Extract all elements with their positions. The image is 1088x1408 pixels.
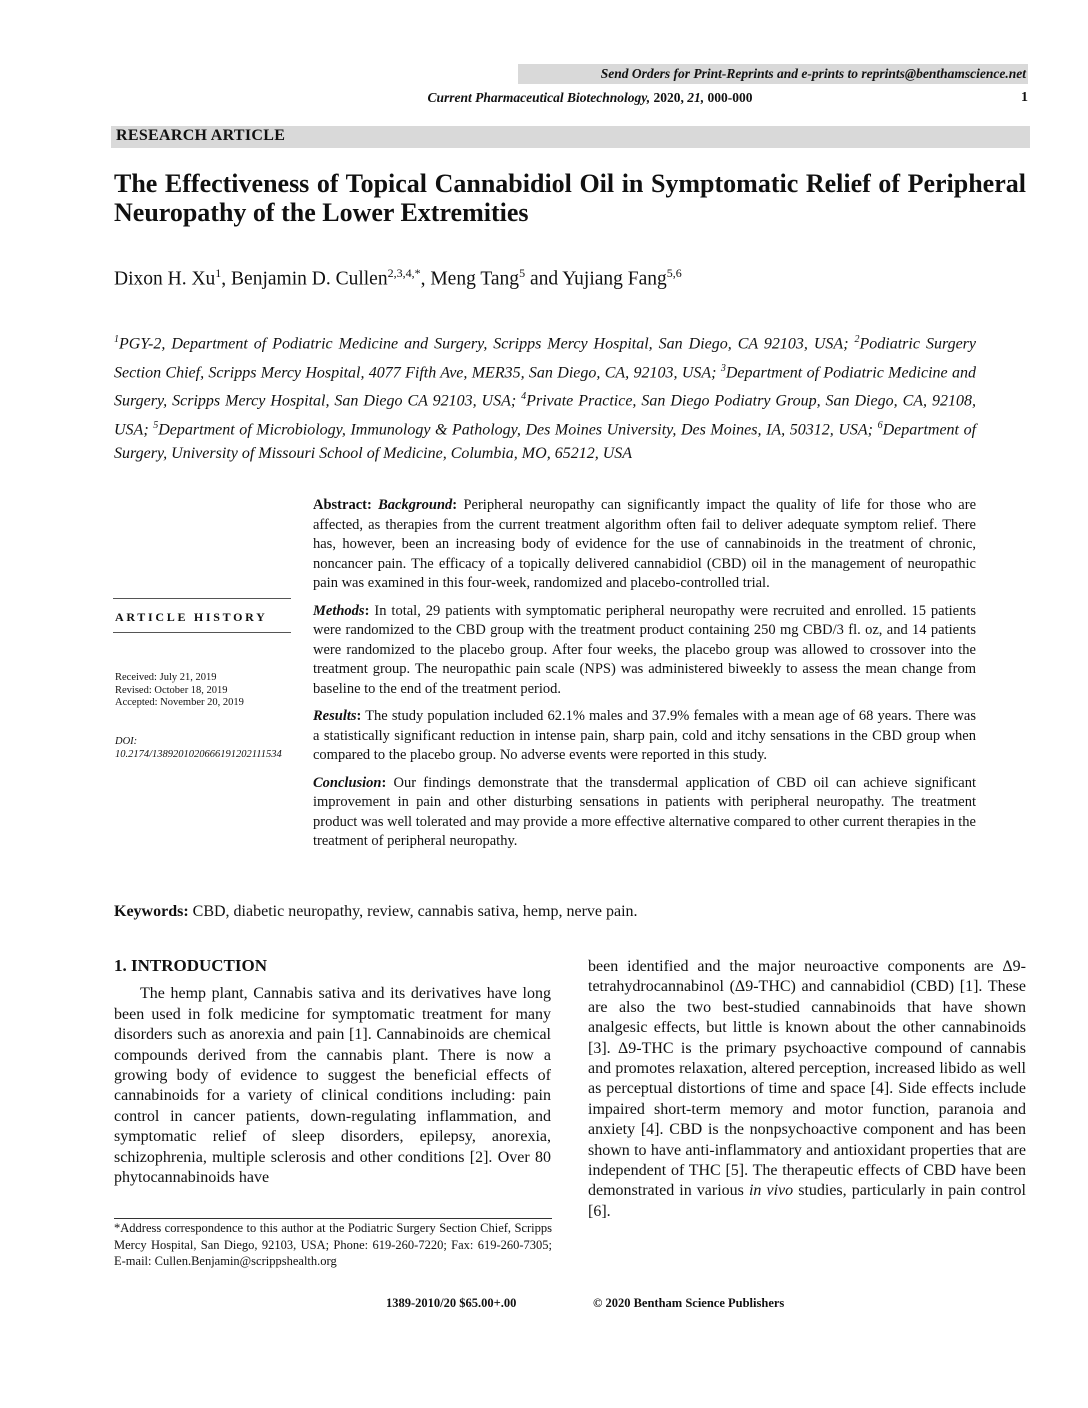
body-column-left [114, 956, 551, 1188]
journal-name: Current Pharmaceutical Biotechnology, [427, 90, 651, 105]
copyright: © 2020 Bentham Science Publishers [593, 1296, 785, 1310]
revised-date: Revised: October 18, 2019 [115, 684, 228, 696]
abstract-label: Abstract: [313, 497, 372, 513]
issn-price: 1389-2010/20 $65.00+.00 [386, 1296, 517, 1310]
author-name: Yujiang Fang [562, 268, 667, 290]
author-affil-ref: 1 [215, 266, 222, 280]
article-type: RESEARCH ARTICLE [116, 127, 286, 144]
history-divider [113, 598, 291, 599]
author-name: Benjamin D. Cullen [231, 268, 388, 290]
affiliation: Department of Podiatric Medicine and Surgery, Scripps Mercy Hospital, San Diego CA 92103, USA; [114, 363, 976, 410]
history-divider [113, 632, 291, 633]
affil-number: 4 [521, 391, 527, 403]
received-date: Received: July 21, 2019 [115, 672, 217, 683]
affiliations [114, 328, 976, 466]
affiliation: PGY-2, Department of Podiatric Medicine and Surgery, Scripps Mercy Hospital, San Diego, CA 92103, USA; [119, 335, 855, 353]
affil-number: 1 [114, 334, 119, 345]
history-dates [115, 672, 244, 710]
abstract-methods: Methods: In total, 29 patients with symptomatic peripheral neuropathy were recruited and enrolled. 15 patients were randomized to the CBD group with the treatment product containing 250 mg CBD/3 fl. oz, and 14 patients were randomized to the placebo group. After four weeks, the placebo group was allowed to crossover into the treatment group. The neuropathic pain scale (NPS) was administered biweekly to assess the mean change from baseline to the end of the treatment period. [313, 602, 977, 697]
journal-pages: 000-000 [707, 90, 753, 105]
conclusion-label: Conclusion [313, 774, 382, 791]
paragraph-text: been identified and the major neuroactive components are Δ9-tetrahydrocannabinol (Δ9-THC) and cannabidiol (CBD) [1]. These are also the two best-studied cannabinoids that have shown analgesic effects, but little is known about the other cannabinoids [3]. Δ9-THC is the primary psychoactive compound of cannabis and promotes relaxation, altered perception, increased libido as well as perceptual distortions of time and space [4]. Side effects include impaired short-term memory and motor function, paranoia and anxiety [4]. CBD is the nonpsychoactive component and has been shown to have anti-inflammatory and antioxidant properties that are independent of THC [5]. The therapeutic effects of CBD have been demonstrated in various [588, 958, 1026, 1200]
paragraph-text: studies, particularly in pain control [6]. [588, 1182, 1027, 1220]
doi-block [115, 736, 282, 761]
keywords-label: Keywords: [114, 903, 189, 920]
author-affil-ref: 2,3,4,* [387, 266, 421, 280]
abstract [313, 496, 976, 860]
correspondence-footnote: *Address correspondence to this author at the Podiatric Surgery Section Chief, Scripps Mercy Hospital, San Diego, 92103, USA; Phone: 619-260-7220; Fax: 619-260-7305; E-mail: Cullen.Benjamin@scrippshealth.org [114, 1221, 552, 1268]
author-separator: and [525, 268, 563, 290]
journal-citation [300, 90, 880, 106]
article-history-heading: ARTICLE HISTORY [115, 610, 268, 624]
author-name: Meng Tang [430, 268, 520, 290]
italic-term: in vivo [748, 1182, 794, 1200]
affiliation: Department of Microbiology, Immunology & Pathology, Des Moines University, Des Moines, IA, 50312, USA; [158, 420, 878, 438]
results-label: Results [313, 708, 357, 724]
author-list [114, 266, 1026, 291]
results-text: The study population included 62.1% males and 37.9% females with a mean age of 68 years. There was a statistically significant reduction in intense pain, sharp pain, cold and itchy sensations in the CBD group when compared to the placebo group. No adverse events were reported in this study. [313, 708, 976, 763]
paragraph [588, 957, 1026, 1222]
journal-volume: 21, [687, 90, 705, 105]
methods-label: Methods [313, 602, 365, 619]
article-title: The Effectiveness of Topical Cannabidiol Oil in Symptomatic Relief of Peripheral Neuropathy of the Lower Extremities [114, 169, 1026, 227]
author-affil-ref: 5,6 [666, 266, 682, 280]
keywords-text: CBD, diabetic neuropathy, review, cannabis sativa, hemp, nerve pain. [192, 903, 638, 920]
background-text: Peripheral neuropathy can significantly impact the quality of life for those who are affected, as therapies from the current treatment algorithm often fail to deliver adequate symptom relief. There has, however, been an increasing body of evidence for the use of cannabinoids in the treatment of chronic, noncancer pain. The efficacy of a topically delivered cannabidiol (CBD) oil in the management of neuropathic pain was examined in this four-week, randomized and placebo-controlled trial. [313, 497, 977, 591]
journal-year: 2020, [653, 90, 684, 105]
keywords [114, 903, 638, 921]
affiliation: Department of Surgery, University of Missouri School of Medicine, Columbia, MO, 65212, USA [114, 420, 977, 463]
accepted-date: Accepted: November 20, 2019 [115, 697, 244, 708]
author-affil-ref: 5 [519, 266, 526, 280]
page-number: 1 [1021, 90, 1028, 105]
abstract-conclusion: Conclusion: Our findings demonstrate that the transdermal application of CBD oil can achieve significant improvement in pain and other disturbing sensations in patients with peripheral neuropathy. The treatment product was well tolerated and may provide a more effective alternative compared to other current therapies in the treatment of peripheral neuropathy. [313, 774, 976, 849]
abstract-results: Results: The study population included 62.1% males and 37.9% females with a mean age of 68 years. There was a statistically significant reduction in intense pain, sharp pain, cold and itchy sensations in the CBD group when compared to the placebo group. No adverse events were reported in this study. [313, 708, 976, 763]
background-label: Background [378, 497, 453, 513]
affil-number: 2 [854, 334, 860, 345]
author-name: Dixon H. Xu [114, 268, 216, 290]
footnote-divider [114, 1218, 552, 1219]
conclusion-text: Our findings demonstrate that the transdermal application of CBD oil can achieve significant improvement in pain and other disturbing sensations in patients with peripheral neuropathy. The treatment product was well tolerated and may provide a more effective alternative compared to other current therapies in the treatment of peripheral neuropathy. [313, 774, 976, 849]
paragraph: The hemp plant, Cannabis sativa and its derivatives have long been used in folk medicine for symptomatic treatment for many disorders such as anorexia and pain [1]. Cannabinoids are chemical compounds derived from the cannabis plant. There is now a growing body of evidence to suggest the beneficial effects of cannabinoids for a variety of clinical conditions including: pain control in cancer patients, down-regulating inflammation, and symptomatic relief of sleep disorders, epilepsy, anorexia, schizophrenia, multiple sclerosis and other conditions [2]. Over 80 phytocannabinoids have [114, 985, 551, 1187]
affil-number: 3 [720, 362, 726, 374]
author-separator: , [221, 268, 232, 290]
abstract-background: Abstract: Background: Peripheral neuropathy can significantly impact the quality of life for those who are affected, as therapies from the current treatment algorithm often fail to deliver adequate symptom relief. There has, however, been an increasing body of evidence for the use of cannabinoids in the treatment of chronic, noncancer pain. The efficacy of a topically delivered cannabidiol (CBD) oil in the management of neuropathic pain was examined in this four-week, randomized and placebo-controlled trial. [313, 497, 977, 591]
body-column-right [588, 957, 1026, 1222]
reprint-notice: Send Orders for Print-Reprints and e-prints to reprints@benthamscience.net [518, 64, 1028, 84]
section-heading: 1. INTRODUCTION [114, 956, 268, 975]
affiliation: Private Practice, San Diego Podiatry Group, San Diego, CA, 92108, USA; [114, 392, 976, 438]
methods-text: In total, 29 patients with symptomatic peripheral neuropathy were recruited and enrolled. 15 patients were randomized to the CBD group with the treatment product containing 250 mg CBD/3 fl. oz, and 14 patients were randomized to the placebo group. After four weeks, the placebo group was allowed to crossover into the treatment group. The neuropathic pain scale (NPS) was administered biweekly to assess the mean change from baseline to the end of the treatment period. [313, 602, 977, 697]
doi-link[interactable]: 10.2174/1389201020666191202111534 [115, 748, 282, 760]
affiliation: Podiatric Surgery Section Chief, Scripps Mercy Hospital, 4077 Fifth Ave, MER35, San Diego, CA, 92103, USA; [114, 335, 977, 381]
doi-label: DOI: [115, 736, 138, 747]
author-separator: , [420, 268, 431, 290]
affil-number: 5 [153, 419, 159, 431]
affil-number: 6 [877, 419, 883, 431]
